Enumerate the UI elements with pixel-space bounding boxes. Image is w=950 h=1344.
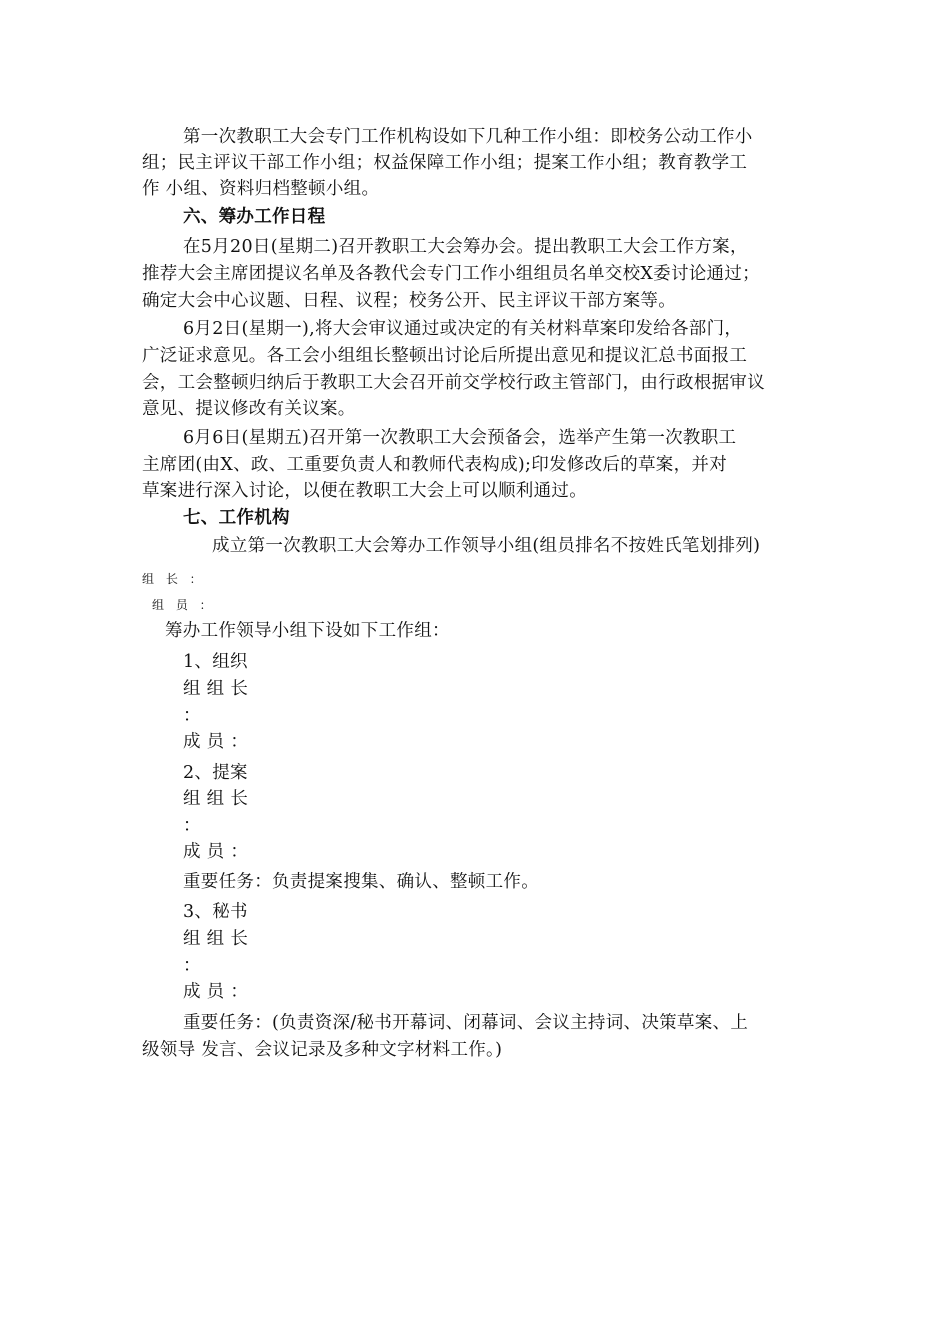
group-3-colon: ： (183, 956, 201, 976)
paragraph-3-line-1: 6月2日(星期一),将大会审议通过或决定的有关材料草案印发给各部门， (183, 319, 743, 339)
paragraph-1-line-3: 作 小组、资料归档整顿小组。 (142, 179, 380, 199)
group-3-leader: 组 组 长 (183, 929, 249, 949)
group-2-task: 重要任务：负责提案搜集、确认、整顿工作。 (183, 872, 539, 892)
group-1-members: 成 员 ： (183, 732, 249, 752)
group-2-title: 2、提案 (183, 763, 248, 783)
paragraph-6: 筹办工作领导小组下设如下工作组： (165, 621, 450, 641)
paragraph-4-line-1: 6月6日(星期五)召开第一次教职工大会预备会，选举产生第一次教职工 (183, 428, 737, 448)
paragraph-4-line-2: 主席团(由X、政、工重要负责人和教师代表构成);印发修改后的草案，并对 (142, 455, 728, 475)
paragraph-1-line-2: 组；民主评议干部工作小组；权益保障工作小组；提案工作小组；教育教学工 (142, 153, 748, 173)
group-3-task-line-1: 重要任务：(负责资深/秘书开幕词、闭幕词、会议主持词、决策草案、上 (183, 1013, 749, 1033)
group-1-leader: 组 组 长 (183, 679, 249, 699)
paragraph-5: 成立第一次教职工大会筹办工作领导小组(组员排名不按姓氏笔划排列) (212, 536, 761, 556)
paragraph-2-line-1: 在5月20日(星期二)召开教职工大会筹办会。提出教职工大会工作方案， (183, 237, 748, 257)
group-3-members: 成 员 ： (183, 982, 249, 1002)
paragraph-4-line-3: 草案进行深入讨论，以便在教职工大会上可以顺利通过。 (142, 481, 587, 501)
group-2-leader: 组 组 长 (183, 789, 249, 809)
group-3-task-line-2: 级领导 发言、会议记录及多种文字材料工作。) (142, 1040, 503, 1060)
group-3-title: 3、秘书 (183, 902, 248, 922)
paragraph-2-line-2: 推荐大会主席团提议名单及各教代会专门工作小组组员名单交校X委讨论通过； (142, 264, 760, 284)
group-2-members: 成 员 ： (183, 842, 249, 862)
leader-label: 组 长 ： (142, 572, 206, 586)
paragraph-3-line-4: 意见、提议修改有关议案。 (142, 399, 356, 419)
paragraph-3-line-2: 广泛证求意见。各工会小组组长整顿出讨论后所提出意见和提议汇总书面报工 (142, 346, 748, 366)
member-label: 组 员 ： (152, 598, 216, 612)
group-2-colon: ： (183, 816, 201, 836)
group-1-colon: ： (183, 706, 201, 726)
section-heading-7: 七、工作机构 (183, 508, 290, 528)
paragraph-2-line-3: 确定大会中心议题、日程、议程；校务公开、民主评议干部方案等。 (142, 291, 676, 311)
section-heading-6: 六、筹办工作日程 (183, 207, 326, 227)
group-1-title: 1、组织 (183, 652, 248, 672)
paragraph-3-line-3: 会，工会整顿归纳后于教职工大会召开前交学校行政主管部门，由行政根据审议 (142, 373, 765, 393)
paragraph-1-line-1: 第一次教职工大会专门工作机构设如下几种工作小组：即校务公动工作小 (183, 127, 753, 147)
